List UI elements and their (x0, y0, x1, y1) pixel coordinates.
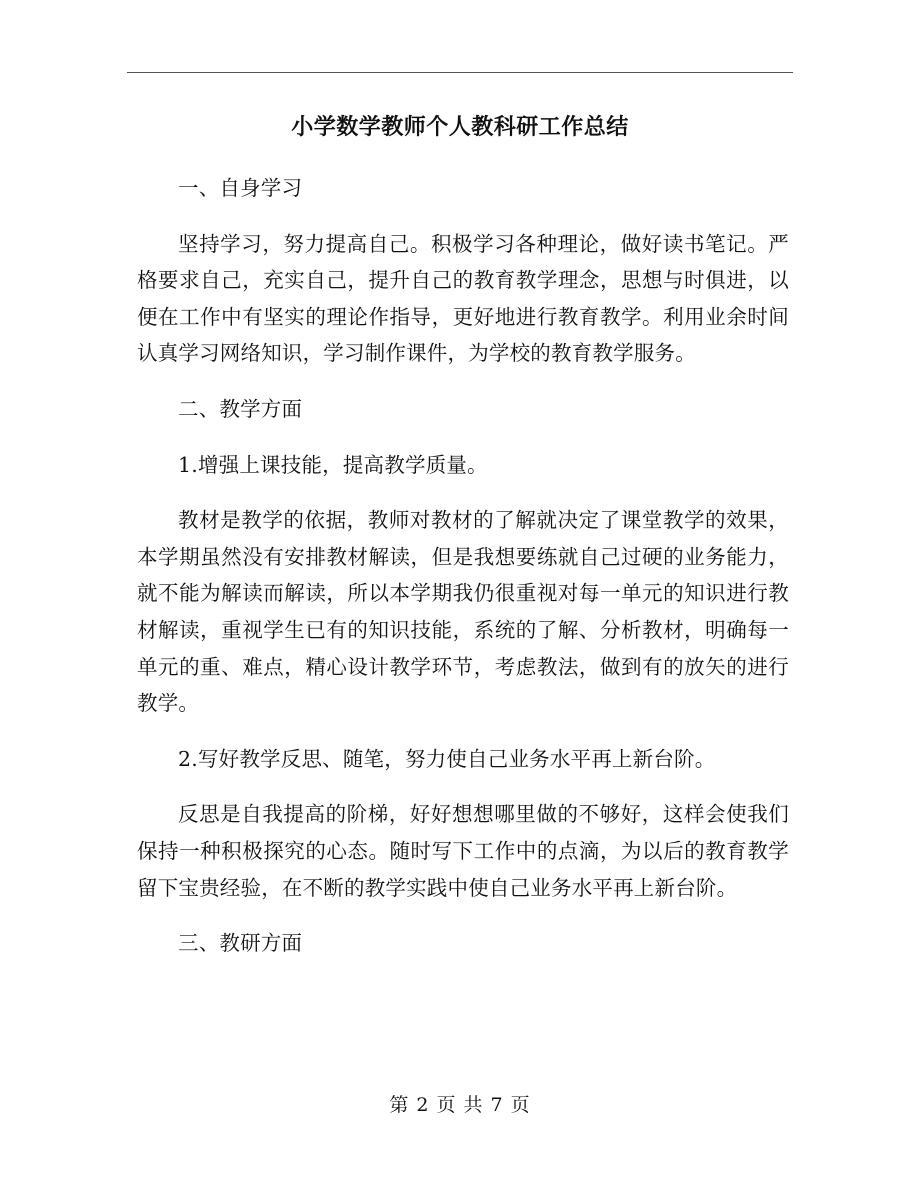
section-heading-research: 三、教研方面 (178, 931, 303, 956)
section-heading-self-study: 一、自身学习 (178, 176, 303, 200)
paragraph-teaching-materials: 教材是教学的依据，教师对教材的了解就决定了课堂教学的效果，本学期虽然没有安排教材解读，但是我想要练就自己过硬的业务能力，就不能为解读而解读，所以本学期我仍很重视对每一单元的知识进行教材解读，重视学生已有的知识技能，系统的了解、分析教材，明确每一单元的重、难点，精心设计教学环节，考虑教法，做到有的放矢的进行教学。 (137, 508, 789, 716)
paragraph-self-study: 坚持学习，努力提高自己。积极学习各种理论，做好读书笔记。严格要求自己，充实自己，提升自己的教育教学理念，思想与时俱进，以便在工作中有坚实的理论作指导，更好地进行教育教学。利用业余时间认真学习网络知识，学习制作课件，为学校的教育教学服务。 (137, 231, 789, 366)
document-body (137, 170, 789, 962)
paragraph-reflection: 反思是自我提高的阶梯，好好想想哪里做的不够好，这样会使我们保持一种积极探究的心态。随时写下工作中的点滴，为以后的教育教学留下宝贵经验，在不断的教学实践中使自己业务水平再上新台阶。 (137, 802, 789, 900)
header-rule (127, 72, 793, 73)
document-title: 小学数学教师个人教科研工作总结 (291, 114, 629, 140)
subheading-reflection: 2.写好教学反思、随笔，努力使自己业务水平再上新台阶。 (178, 746, 716, 771)
page-footer: 第 2 页 共 7 页 (389, 1094, 531, 1116)
subheading-teaching-skills: 1.增强上课技能，提高教学质量。 (178, 452, 488, 477)
section-heading-teaching: 二、教学方面 (178, 396, 303, 421)
